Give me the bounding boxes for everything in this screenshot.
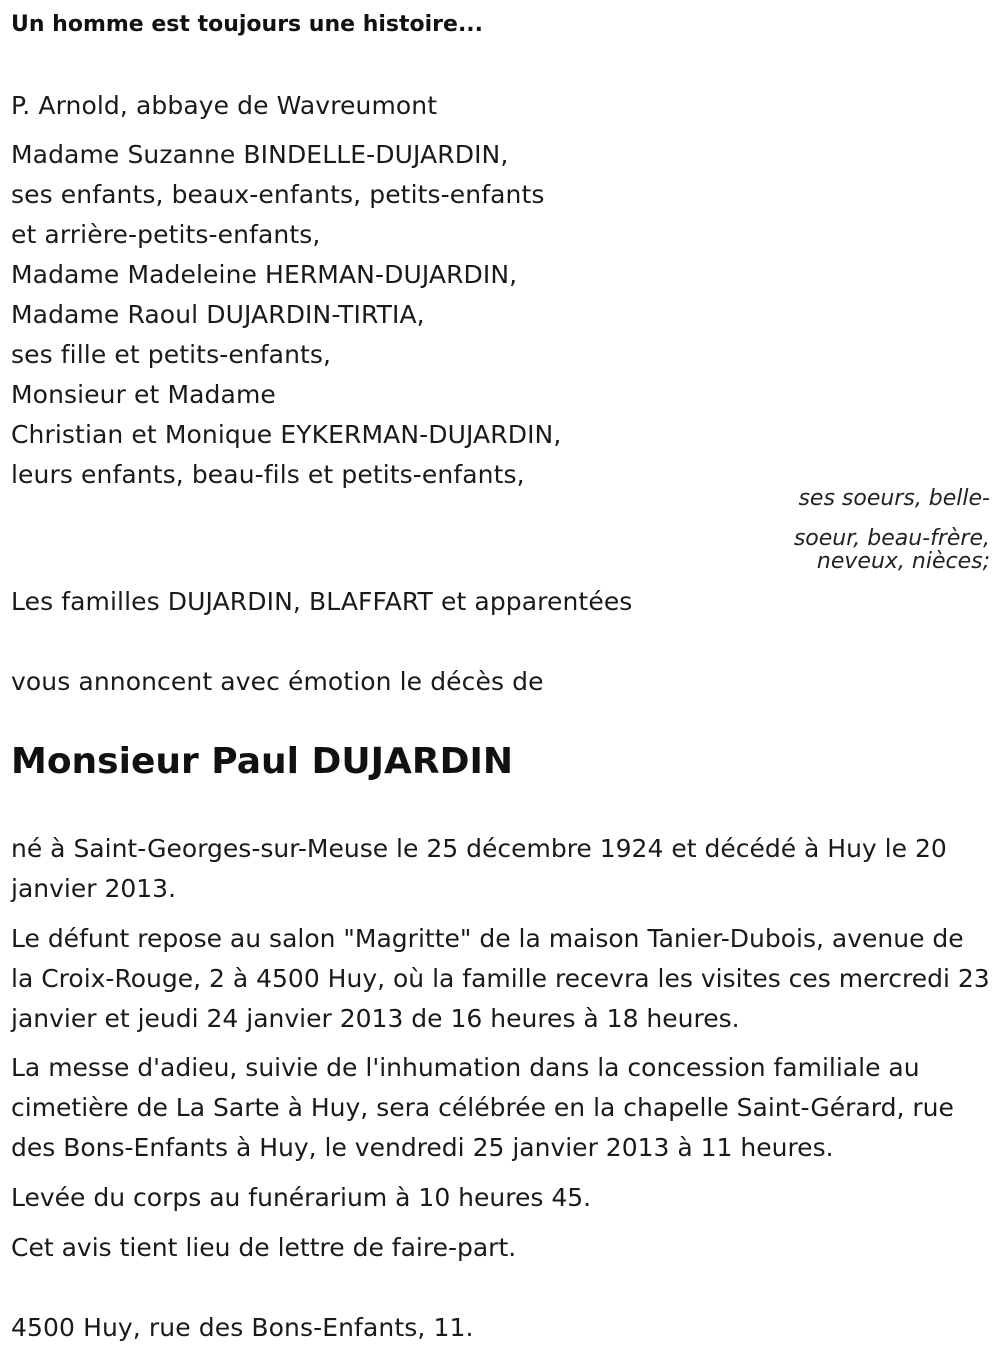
birth-death-paragraph: né à Saint-Georges-sur-Meuse le 25 décembre 1924 et décédé à Huy le 20 janvier 2013.: [11, 834, 947, 903]
family-line: Monsieur et Madame: [11, 380, 276, 409]
quote-heading: Un homme est toujours une histoire...: [11, 12, 484, 37]
side-note-line: neveux, nièces;: [816, 549, 990, 574]
families-line: Les familles DUJARDIN, BLAFFART et apparentées: [11, 587, 633, 616]
side-note-line: soeur, beau-frère,: [793, 526, 990, 551]
side-note-line: ses soeurs, belle-: [798, 486, 990, 511]
funeral-paragraph: La messe d'adieu, suivie de l'inhumation dans la concession familiale au cimetière de La Sarte à Huy, sera célébrée en la chapelle Saint-Gérard, rue des Bons-Enfants à Huy, le vendredi 25 janvier 2013 à 11 heures.: [11, 1053, 954, 1162]
family-line: ses fille et petits-enfants,: [11, 340, 332, 369]
body-removal-paragraph: Levée du corps au funérarium à 10 heures 45.: [11, 1183, 592, 1212]
quote-author: P. Arnold, abbaye de Wavreumont: [11, 91, 438, 120]
deceased-name: Monsieur Paul DUJARDIN: [11, 741, 513, 782]
family-line: et arrière-petits-enfants,: [11, 220, 321, 249]
family-line: Madame Madeleine HERMAN-DUJARDIN,: [11, 260, 518, 289]
family-line: Christian et Monique EYKERMAN-DUJARDIN,: [11, 420, 562, 449]
announcement-line: vous annoncent avec émotion le décès de: [11, 667, 544, 696]
family-line: Madame Suzanne BINDELLE-DUJARDIN,: [11, 140, 509, 169]
family-line: leurs enfants, beau-fils et petits-enfants,: [11, 460, 525, 489]
visitation-paragraph: Le défunt repose au salon "Magritte" de la maison Tanier-Dubois, avenue de la Croix-Rouge, 2 à 4500 Huy, où la famille recevra les visites ces mercredi 23 janvier et jeudi 24 janvier 2013 de 16 heures à 18 heures.: [11, 924, 990, 1033]
notice-paragraph: Cet avis tient lieu de lettre de faire-part.: [11, 1233, 517, 1262]
family-line: Madame Raoul DUJARDIN-TIRTIA,: [11, 300, 425, 329]
family-line: ses enfants, beaux-enfants, petits-enfants: [11, 180, 545, 209]
address-line: 4500 Huy, rue des Bons-Enfants, 11.: [11, 1313, 474, 1342]
